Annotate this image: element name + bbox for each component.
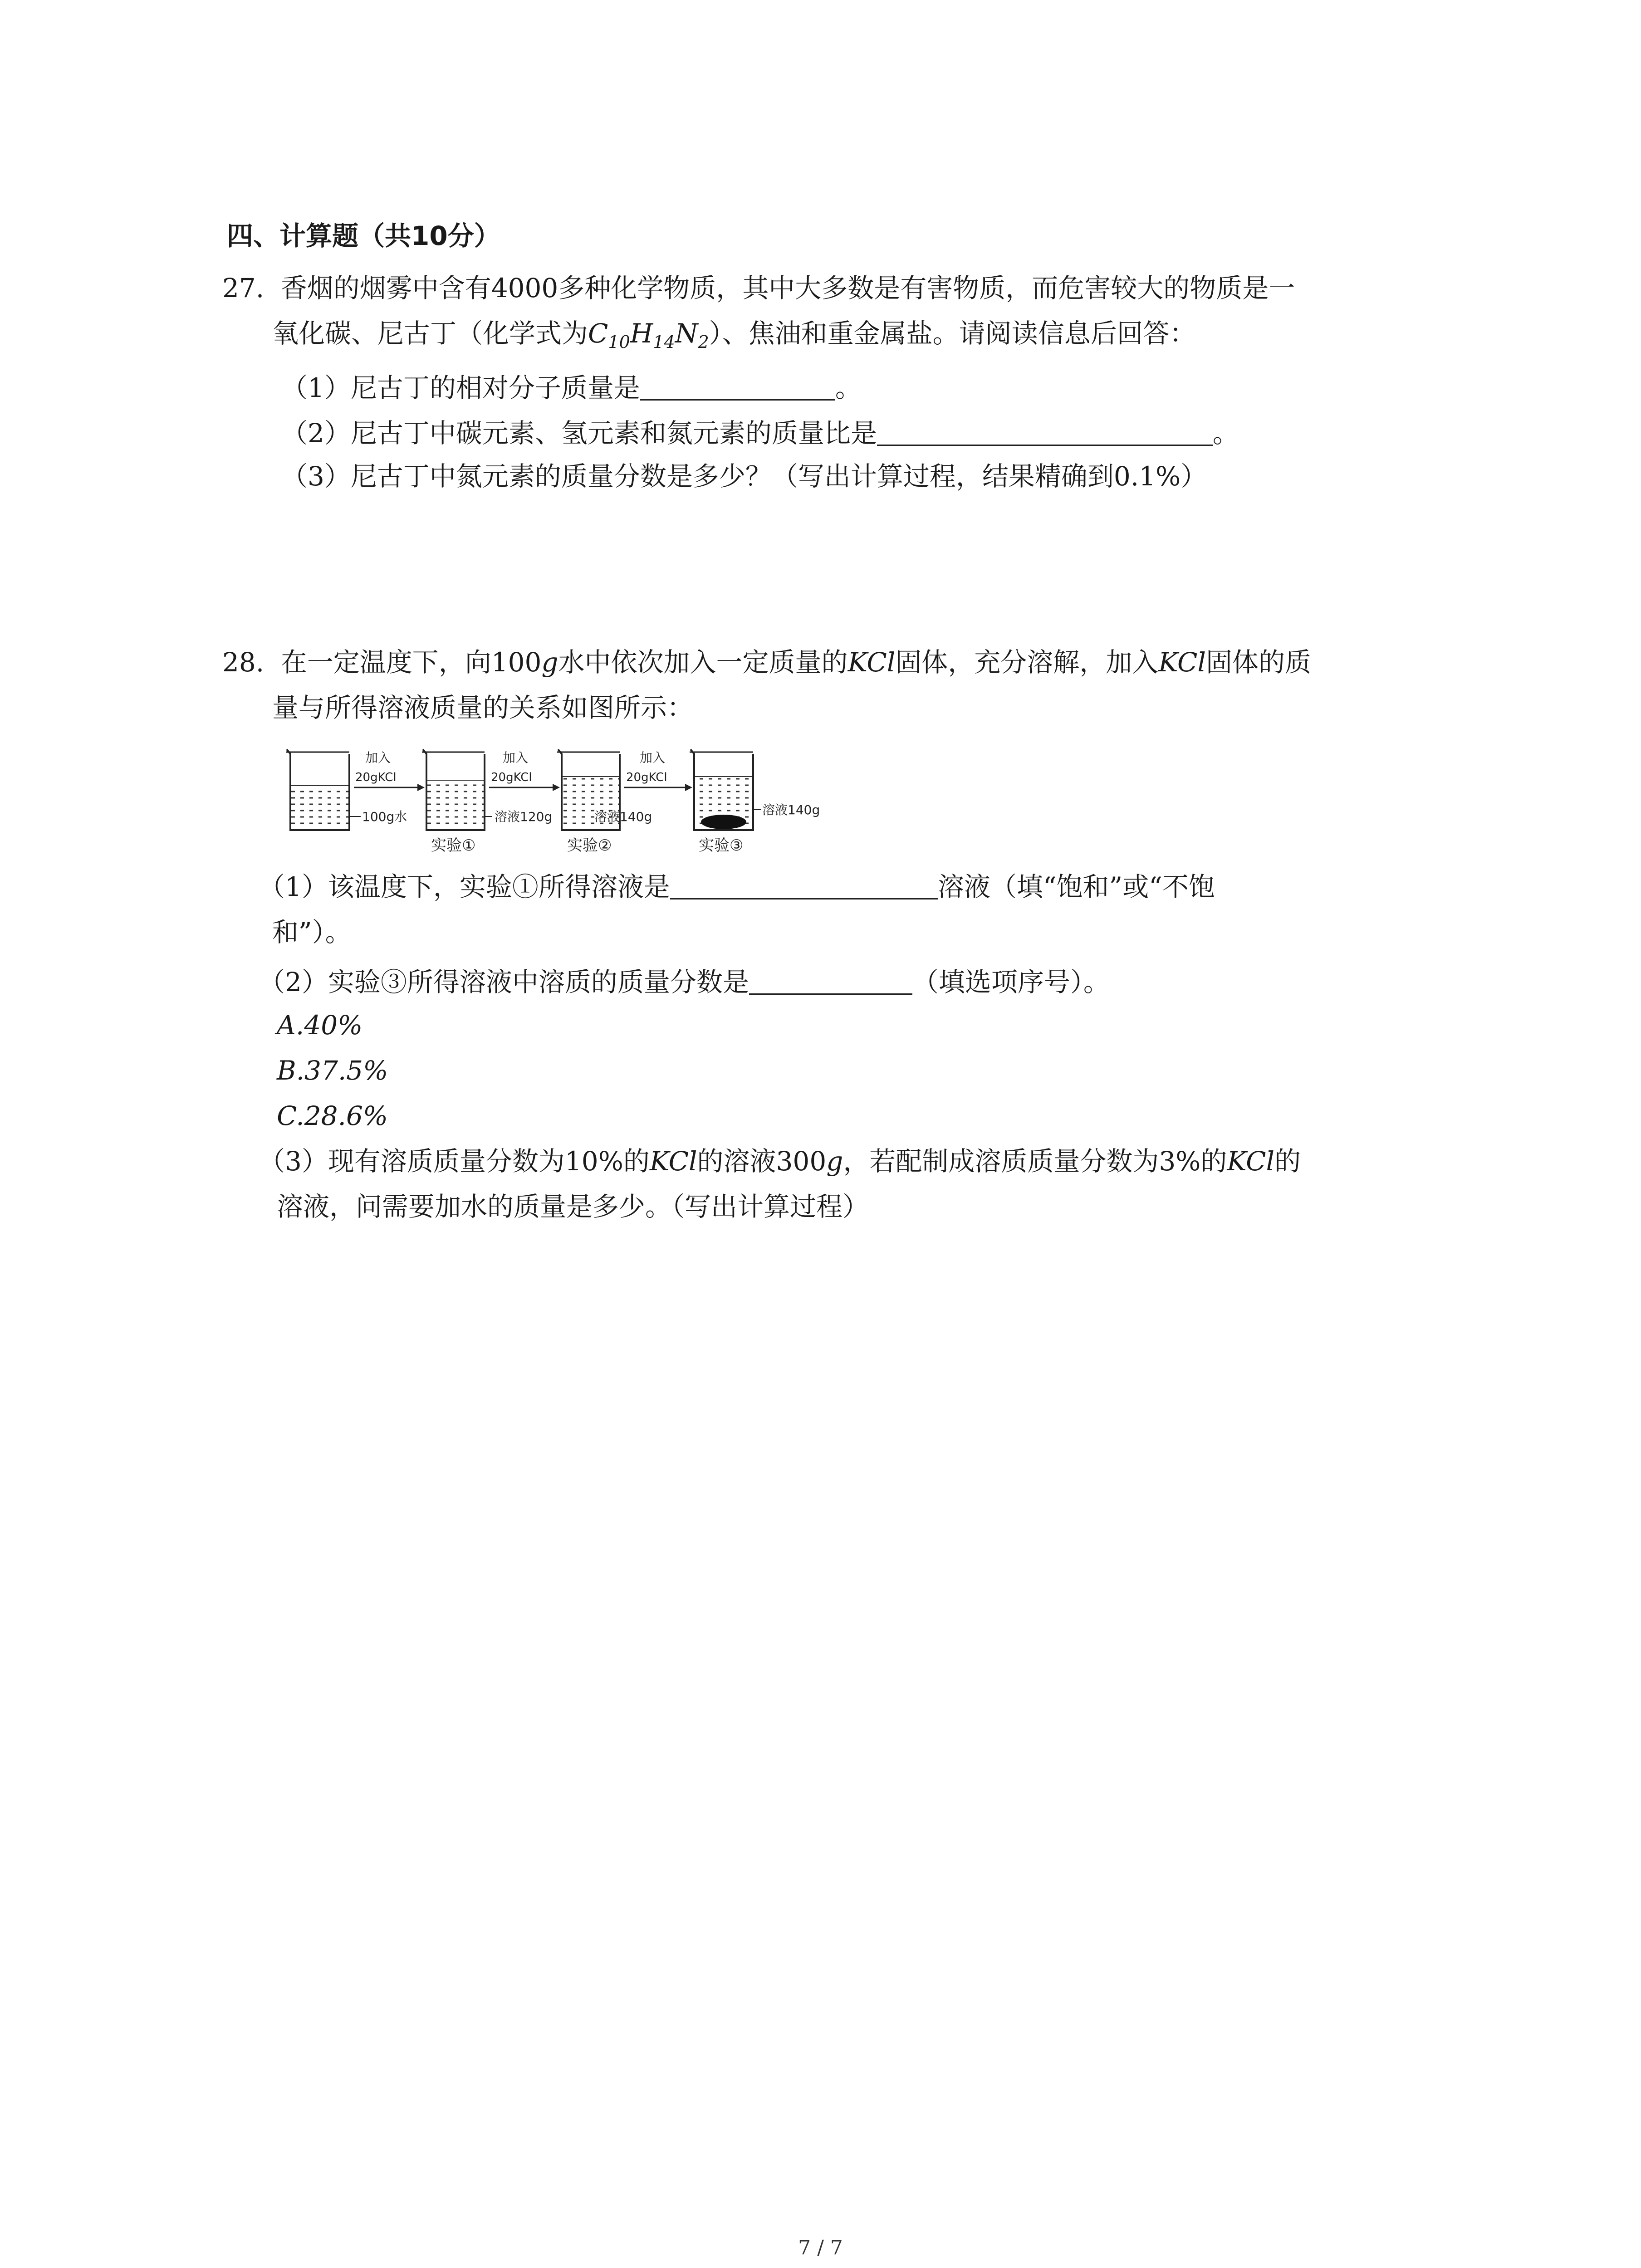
answer-blank-q28-2[interactable]	[749, 966, 912, 995]
arrow2-amount: 20gKCl	[491, 771, 532, 784]
experiment-diagram	[281, 744, 839, 857]
arrow-2-head	[553, 784, 560, 791]
option-a: A.40%	[277, 1010, 363, 1041]
q27-number: 27.	[222, 273, 265, 303]
q28-p2-text: （2）实验③所得溶液中溶质的质量分数是	[259, 967, 749, 997]
answer-blank-q27-1[interactable]	[640, 372, 835, 401]
q28-line2: 量与所得溶液质量的关系如图所示：	[272, 692, 694, 723]
q27-part3: （3）尼古丁中氮元素的质量分数是多少？（写出计算过程，结果精确到0.1%）	[281, 461, 1207, 492]
q28-part2	[259, 964, 1110, 1000]
beaker-2	[422, 749, 485, 830]
solution3-label: 溶液140g	[762, 802, 820, 817]
water-label: 100g水	[362, 809, 407, 824]
q28-part3: （3）现有溶质质量分数为10%的KCl的溶液300g，若配制成溶质质量分数为3%的KCl的	[259, 1146, 1301, 1177]
page-number: 7 / 7	[798, 2236, 843, 2259]
answer-blank-q27-2[interactable]	[877, 417, 1213, 446]
q28-p2-text-2: （填选项序号）。	[912, 967, 1110, 997]
arrow1-amount: 20gKCl	[355, 771, 397, 784]
q27-part2	[281, 415, 1239, 451]
q27-line1	[222, 270, 1295, 306]
option-c: C.28.6%	[277, 1100, 388, 1131]
q27-intro-text-end: ）、焦油和重金属盐。请阅读信息后回答：	[709, 318, 1196, 349]
q27-p2-end: 。	[1212, 418, 1239, 449]
nicotine-formula: $C_{10}H_{14}N_2$	[588, 318, 709, 352]
q28-part3-line2: 溶液，问需要加水的质量是多少。（写出计算过程）	[277, 1191, 869, 1222]
arrow-3-head	[685, 784, 692, 791]
experiment2-label: 实验②	[567, 836, 612, 855]
q27-intro-line1: 香烟的烟雾中含有4000多种化学物质，其中大多数是有害物质，而危害较大的物质是一	[280, 273, 1295, 303]
arrow3-amount: 20gKCl	[626, 771, 667, 784]
q27-p2-text: （2）尼古丁中碳元素、氢元素和氮元素的质量比是	[281, 418, 877, 449]
section-title: 四、计算题（共10分）	[227, 220, 500, 251]
arrow2-add-label: 加入	[503, 750, 529, 765]
experiment3-label: 实验③	[699, 836, 744, 855]
option-b: B.37.5%	[277, 1055, 388, 1086]
arrow3-add-label: 加入	[640, 750, 666, 765]
q27-part1	[281, 370, 862, 406]
q27-intro-text: 氧化碳、尼古丁（化学式为	[272, 318, 588, 349]
q28-line1: 28. 在一定温度下，向100g水中依次加入一定质量的KCl固体，充分溶解，加入KCl固体的质	[222, 647, 1311, 678]
experiment1-label: 实验①	[431, 836, 476, 855]
solution2-label: 溶液140g	[594, 809, 652, 824]
q27-p1-end: 。	[835, 372, 862, 403]
solution1-label: 溶液120g	[495, 809, 553, 824]
arrow1-add-label: 加入	[365, 750, 391, 765]
q28-p1-text-2: 溶液（填“饱和”或“不饱	[937, 871, 1215, 902]
q28-p1-text: （1）该温度下，实验①所得溶液是	[259, 871, 670, 902]
beaker-1	[286, 749, 349, 830]
liquid-2	[427, 780, 484, 829]
beaker-4	[690, 749, 753, 830]
q27-p1-text: （1）尼古丁的相对分子质量是	[281, 372, 640, 403]
arrow-1-head	[417, 784, 425, 791]
q28-part1-cont: 和”）。	[272, 917, 352, 948]
answer-blank-q28-1[interactable]	[670, 871, 938, 899]
q27-line2	[272, 315, 1196, 352]
liquid-1	[291, 786, 348, 829]
q28-part1	[259, 869, 1215, 905]
q28-number: 28.	[222, 647, 265, 678]
undissolved-solid	[701, 815, 746, 829]
